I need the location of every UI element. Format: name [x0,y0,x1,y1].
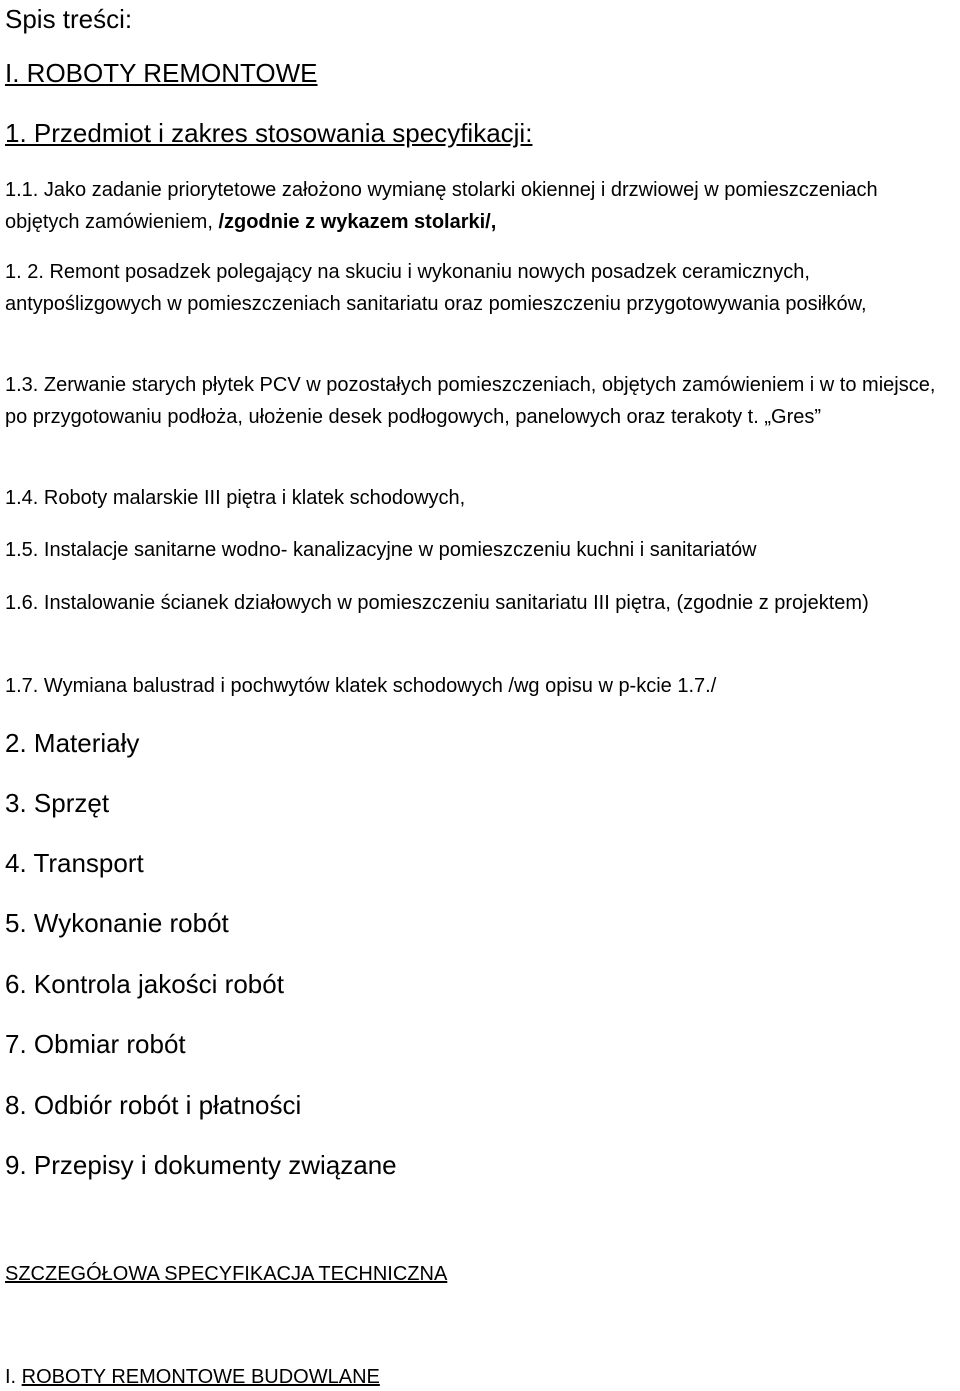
toc-item-1-1-bold: /zgodnie z wykazem stolarki/, [218,211,497,233]
toc-link-section-i[interactable]: I. ROBOTY REMONTOWE [5,58,318,88]
spec-title: SZCZEGÓŁOWA SPECYFIKACJA TECHNICZNA [5,1263,448,1285]
toc-chapter-6[interactable]: 6. Kontrola jakości robót [5,969,284,999]
toc-item-1-3: 1.3. Zerwanie starych płytek PCV w pozostałych pomieszczeniach, objętych zamówieniem i w to miejsce, po przygotowaniu podłoża, ułożenie desek podłogowych, panelowych oraz terakoty t. „Gres” [5,374,936,428]
toc-heading: Spis treści: [5,4,133,34]
toc-chapter-7[interactable]: 7. Obmiar robót [5,1029,186,1059]
section-i-heading-prefix: I. [5,1366,22,1388]
toc-chapter-3[interactable]: 3. Sprzęt [5,788,110,818]
toc-link-subsection-1[interactable]: 1. Przedmiot i zakres stosowania specyfikacji: [5,118,533,148]
toc-item-1-4: 1.4. Roboty malarskie III piętra i klatek schodowych, [5,487,466,509]
toc-chapter-4[interactable]: 4. Transport [5,848,144,878]
toc-chapter-5[interactable]: 5. Wykonanie robót [5,908,229,938]
toc-chapter-9[interactable]: 9. Przepisy i dokumenty związane [5,1150,397,1180]
section-i-heading-text: ROBOTY REMONTOWE BUDOWLANE [21,1366,380,1388]
toc-chapter-8[interactable]: 8. Odbiór robót i płatności [5,1090,302,1120]
toc-chapter-2[interactable]: 2. Materiały [5,728,140,758]
toc-item-1-6: 1.6. Instalowanie ścianek działowych w pomieszczeniu sanitariatu III piętra, (zgodnie z projektem) [5,592,869,614]
toc-item-1-2: 1. 2. Remont posadzek polegający na skuciu i wykonaniu nowych posadzek ceramicznych, antypoślizgowych w pomieszczeniach sanitariatu oraz pomieszczeniu przygotowywania posiłków, [5,261,867,315]
toc-item-1-1-text: 1.1. Jako zadanie priorytetowe założono wymianę stolarki okiennej i drzwiowej w pomieszczeniach objętych zamówieniem, [5,179,878,233]
toc-item-1-5: 1.5. Instalacje sanitarne wodno- kanalizacyjne w pomieszczeniu kuchni i sanitariatów [5,539,757,561]
toc-item-1-1 [5,174,955,238]
section-i-heading [5,1365,380,1389]
toc-item-1-7: 1.7. Wymiana balustrad i pochwytów klatek schodowych /wg opisu w p-kcie 1.7./ [5,675,717,697]
